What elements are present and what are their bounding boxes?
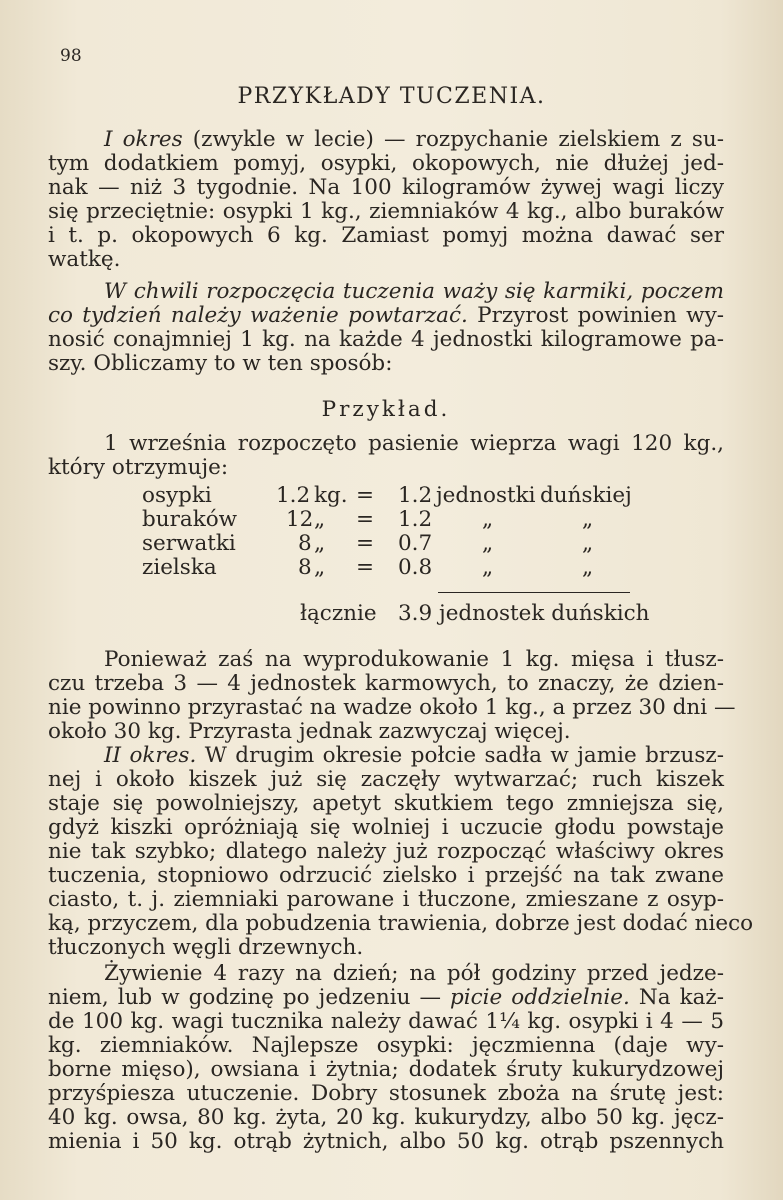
emphasis-text: co tydzień należy ważenie powtarzać. xyxy=(48,303,468,328)
feed-qty: 1.2 xyxy=(276,483,311,508)
text-line xyxy=(48,744,724,768)
feed-qty: 12 xyxy=(286,507,314,532)
feed-value: 1.2 xyxy=(398,507,433,532)
text-run: Na każ- xyxy=(629,985,725,1010)
emphasis-text: picie oddzielnie. xyxy=(450,985,630,1010)
text-line: watkę. xyxy=(48,247,121,272)
feed-qty: 8 xyxy=(298,555,312,580)
text-line: się przeciętnie: osypki 1 kg., ziemniaków 4 kg., albo buraków xyxy=(48,199,724,224)
text-line: i t. p. okopowych 6 kg. Zamiast pomyj można dawać ser xyxy=(48,223,724,248)
text-line: gdyż kiszki opróżniają się wolniej i uczucie głodu powstaje xyxy=(48,815,724,840)
feed-unit: „ xyxy=(314,507,326,532)
text-line: Ponieważ zaś na wyprodukowanie 1 kg. mięsa i tłusz- xyxy=(104,647,724,672)
feed-name: osypki xyxy=(142,483,212,508)
unit-label: „ xyxy=(482,555,494,580)
text-line: Żywienie 4 razy na dzień; na pół godziny przed jedze- xyxy=(104,961,724,986)
unit-kind: „ xyxy=(582,531,594,556)
equals-sign: = xyxy=(356,483,375,508)
feed-unit: „ xyxy=(314,531,326,556)
text-line: mienia i 50 kg. otrąb żytnich, albo 50 kg. otrąb pszennych xyxy=(48,1129,724,1154)
feed-value: 0.8 xyxy=(398,555,433,580)
text-line: tym dodatkiem pomyj, osypki, okopowych, nie dłużej jed- xyxy=(48,151,724,176)
period-label: I okres xyxy=(104,127,183,152)
page-title: PRZYKŁADY TUCZENIA. xyxy=(237,84,546,109)
text-line: około 30 kg. Przyrasta jednak zazwyczaj więcej. xyxy=(48,719,571,744)
text-line: ciasto, t. j. ziemniaki parowane i tłuczone, zmieszane z osyp- xyxy=(48,887,724,912)
total-label: łącznie xyxy=(300,601,377,626)
text-line-emphasis xyxy=(48,280,724,304)
text-line: tłuczonych węgli drzewnych. xyxy=(48,935,364,960)
text-line: nak — niż 3 tygodnie. Na 100 kilogramów żywej wagi liczy xyxy=(48,175,724,200)
emphasis-text: W chwili rozpoczęcia tuczenia waży się karmiki, poczem xyxy=(104,279,724,304)
unit-kind: „ xyxy=(582,507,594,532)
text-line: kg. ziemniaków. Najlepsze osypki: jęczmienna (daje wy- xyxy=(48,1033,724,1058)
text-run: (zwykle w lecie) — rozpychanie zielskiem z su- xyxy=(182,127,724,152)
text-line: tuczenia, stopniowo odrzucić zielsko i przejść na tak zwane xyxy=(48,863,724,888)
text-line: który otrzymuje: xyxy=(48,455,229,480)
text-run: Przyrost powinien wy- xyxy=(467,303,724,328)
text-run: niem, lub w godzinę po jedzeniu — xyxy=(48,985,450,1010)
text-line: nosić conajmniej 1 kg. na każde 4 jednostki kilogramowe pa- xyxy=(48,327,724,352)
unit-label: jednostki xyxy=(436,483,536,508)
unit-kind: „ xyxy=(582,555,594,580)
text-line: borne mięso), owsiana i żytnia; dodatek śruty kukurydzowej xyxy=(48,1057,724,1082)
equals-sign: = xyxy=(356,555,375,580)
text-line: szy. Obliczamy to w ten sposób: xyxy=(48,351,393,376)
feed-value: 0.7 xyxy=(398,531,433,556)
text-line xyxy=(48,304,724,328)
text-line: 1 września rozpoczęto pasienie wieprza wagi 120 kg., xyxy=(104,431,724,456)
text-line: 40 kg. owsa, 80 kg. żyta, 20 kg. kukurydzy, albo 50 kg. jęcz- xyxy=(48,1105,724,1130)
text-line: staje się powolniejszy, apetyt skutkiem tego zmniejsza się, xyxy=(48,791,724,816)
page-number: 98 xyxy=(60,46,82,66)
sum-rule xyxy=(438,592,630,593)
feed-name: buraków xyxy=(142,507,238,532)
equals-sign: = xyxy=(356,531,375,556)
text-line: ką, przyczem, dla pobudzenia trawienia, dobrze jest dodać nieco xyxy=(48,911,754,936)
period-label: II okres. xyxy=(104,743,197,768)
feed-unit: kg. xyxy=(314,483,348,508)
feed-name: serwatki xyxy=(142,531,236,556)
total-value: 3.9 jednostek duńskich xyxy=(398,601,650,626)
text-line: nie powinno przyrastać na wadze około 1 kg., a przez 30 dni — xyxy=(48,695,736,720)
text-line: przyśpiesza utuczenie. Dobry stosunek zboża na śrutę jest: xyxy=(48,1081,724,1106)
text-line: nej i około kiszek już się zaczęły wytwarzać; ruch kiszek xyxy=(48,767,724,792)
text-line xyxy=(48,128,724,152)
unit-kind: duńskiej xyxy=(540,483,632,508)
text-run: W drugim okresie połcie sadła w jamie brzusz- xyxy=(196,743,724,768)
text-line xyxy=(48,986,724,1010)
feed-value: 1.2 xyxy=(398,483,433,508)
feed-name: zielska xyxy=(142,555,217,580)
text-line: czu trzeba 3 — 4 jednostek karmowych, to znaczy, że dzien- xyxy=(48,671,724,696)
equals-sign: = xyxy=(356,507,375,532)
text-line: de 100 kg. wagi tucznika należy dawać 1¼ kg. osypki i 4 — 5 xyxy=(48,1009,724,1034)
unit-label: „ xyxy=(482,507,494,532)
feed-unit: „ xyxy=(314,555,326,580)
text-line: nie tak szybko; dlatego należy już rozpocząć właściwy okres xyxy=(48,839,724,864)
feed-qty: 8 xyxy=(298,531,312,556)
unit-label: „ xyxy=(482,531,494,556)
example-heading: Przykład. xyxy=(321,397,451,422)
